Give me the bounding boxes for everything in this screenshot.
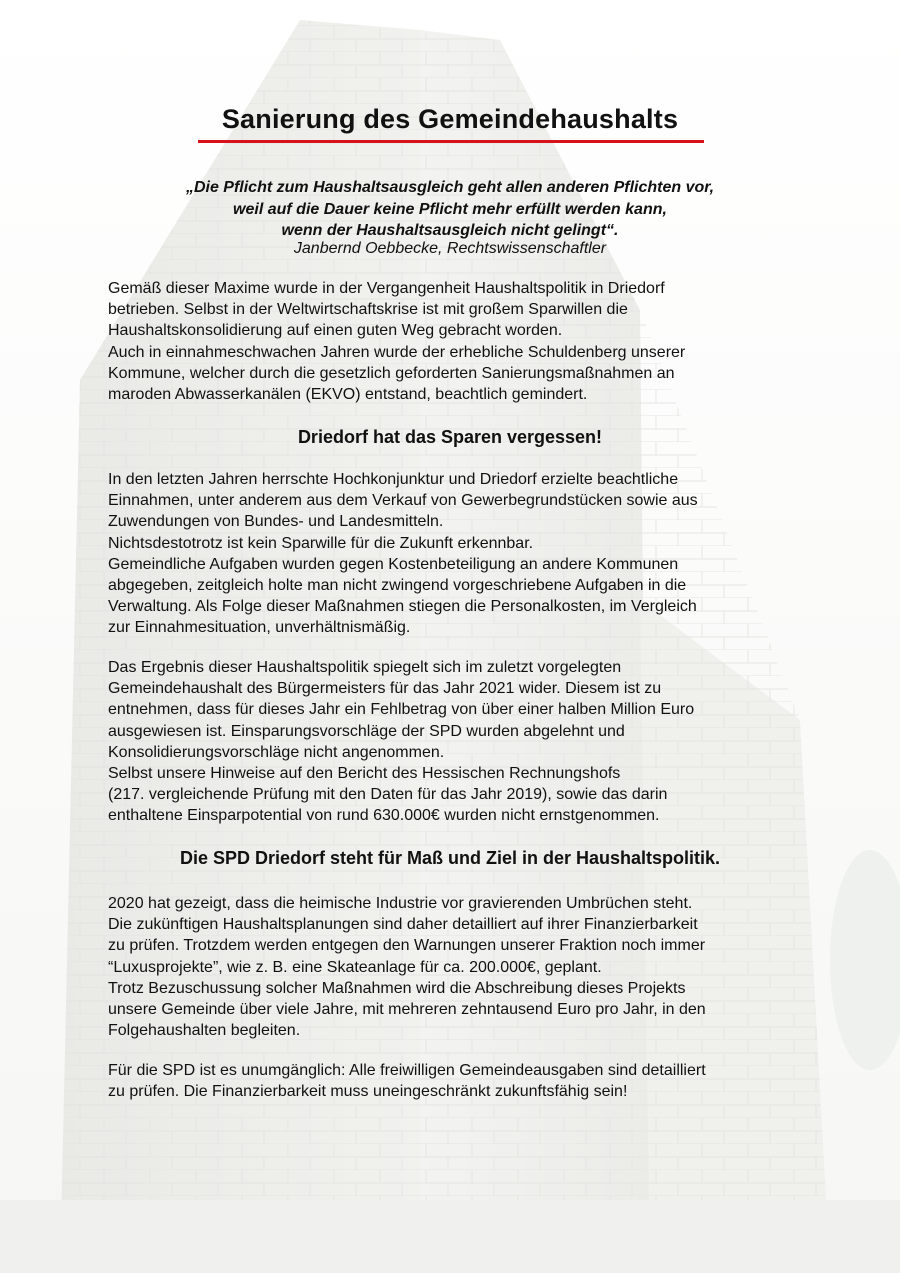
section2-paragraph-2	[108, 1060, 798, 1102]
text-line: Nichtsdestotrotz ist kein Sparwille für die Zukunft erkennbar.	[108, 534, 534, 552]
title-underline	[198, 140, 704, 143]
text-line: abgegeben, zeitgleich holte man nicht zwingend vorgeschriebene Aufgaben in die	[108, 577, 687, 595]
text-line: Verwaltung. Als Folge dieser Maßnahmen stiegen die Personalkosten, im Vergleich	[108, 598, 697, 616]
text-line: Gemäß dieser Maxime wurde in der Vergangenheit Haushaltspolitik in Driedorf	[108, 280, 665, 297]
text-line: Das Ergebnis dieser Haushaltspolitik spiegelt sich im zuletzt vorgelegten	[108, 659, 622, 676]
quote-line: weil auf die Dauer keine Pflicht mehr erfüllt werden kann,	[233, 200, 667, 218]
text-line: (217. vergleichende Prüfung mit den Daten für das Jahr 2019), sowie das darin	[108, 786, 668, 804]
text-line: betrieben. Selbst in der Weltwirtschaftskrise ist mit großem Sparwillen die	[108, 301, 628, 319]
section1-paragraph-2	[108, 657, 798, 827]
text-line: entnehmen, dass für dieses Jahr ein Fehlbetrag von über einer halben Million Euro	[108, 701, 695, 719]
text-line: Für die SPD ist es unumgänglich: Alle freiwilligen Gemeindeausgaben sind detailliert	[108, 1062, 706, 1079]
quote-line: wenn der Haushaltsausgleich nicht gelingt“.	[281, 222, 619, 239]
text-line: Konsolidierungsvorschläge nicht angenommen.	[108, 743, 445, 761]
text-line: Folgehaushalten begleiten.	[108, 1022, 301, 1040]
section-heading: Driedorf hat das Sparen vergessen!	[297, 427, 603, 447]
page-title: Sanierung des Gemeindehaushalts	[221, 104, 679, 134]
section2-paragraph-1	[108, 893, 798, 1041]
text-line: maroden Abwasserkanälen (EKVO) entstand, beachtlich gemindert.	[108, 386, 588, 404]
text-line: 2020 hat gezeigt, dass die heimische Industrie vor gravierenden Umbrüchen steht.	[108, 895, 693, 912]
text-line: Einnahmen, unter anderem aus dem Verkauf von Gewerbegrundstücken sowie aus	[108, 492, 698, 510]
text-line: Kommune, welcher durch die gesetzlich geforderten Sanierungsmaßnahmen an	[108, 364, 675, 382]
text-line: zu prüfen. Trotzdem werden entgegen den Warnungen unserer Fraktion noch immer	[108, 937, 706, 955]
text-line: ausgewiesen ist. Einsparungsvorschläge der SPD wurden abgelehnt und	[108, 722, 625, 740]
text-line: Zuwendungen von Bundes- und Landesmitteln.	[108, 513, 444, 531]
quote	[0, 177, 900, 242]
section-heading: Die SPD Driedorf steht für Maß und Ziel in der Haushaltspolitik.	[179, 848, 721, 868]
text-line: Die zukünftigen Haushaltsplanungen sind daher detailliert auf ihrer Finanzierbarkeit	[108, 916, 698, 934]
text-line: Haushaltskonsolidierung auf einen guten Weg gebracht worden.	[108, 322, 563, 340]
text-line: Auch in einnahmeschwachen Jahren wurde der erhebliche Schuldenberg unserer	[108, 343, 686, 361]
quote-line: „Die Pflicht zum Haushaltsausgleich geht allen anderen Pflichten vor,	[185, 179, 715, 196]
text-line: “Luxusprojekte”, wie z. B. eine Skateanlage für ca. 200.000€, geplant.	[108, 958, 602, 976]
text-line: zur Einnahmesituation, unverhältnismäßig.	[108, 619, 411, 637]
intro-paragraph	[108, 278, 798, 405]
quote-author: Janbernd Oebbecke, Rechtswissenschaftler	[293, 240, 607, 257]
text-line: Gemeindliche Aufgaben wurden gegen Kostenbeteiligung an andere Kommunen	[108, 555, 679, 573]
text-line: Selbst unsere Hinweise auf den Bericht des Hessischen Rechnungshofs	[108, 765, 621, 783]
text-line: unsere Gemeinde über viele Jahre, mit mehreren zehntausend Euro pro Jahr, in den	[108, 1001, 706, 1019]
text-line: Trotz Bezuschussung solcher Maßnahmen wird die Abschreibung dieses Projekts	[108, 979, 686, 997]
text-line: zu prüfen. Die Finanzierbarkeit muss uneingeschränkt zukunftsfähig sein!	[108, 1083, 628, 1101]
text-line: Gemeindehaushalt des Bürgermeisters für das Jahr 2021 wider. Diesem ist zu	[108, 680, 662, 698]
text-line: In den letzten Jahren herrschte Hochkonjunktur und Driedorf erzielte beachtliche	[108, 471, 679, 488]
text-line: enthaltene Einsparpotential von rund 630.000€ wurden nicht ernstgenommen.	[108, 807, 660, 825]
section1-paragraph-1	[108, 469, 798, 639]
